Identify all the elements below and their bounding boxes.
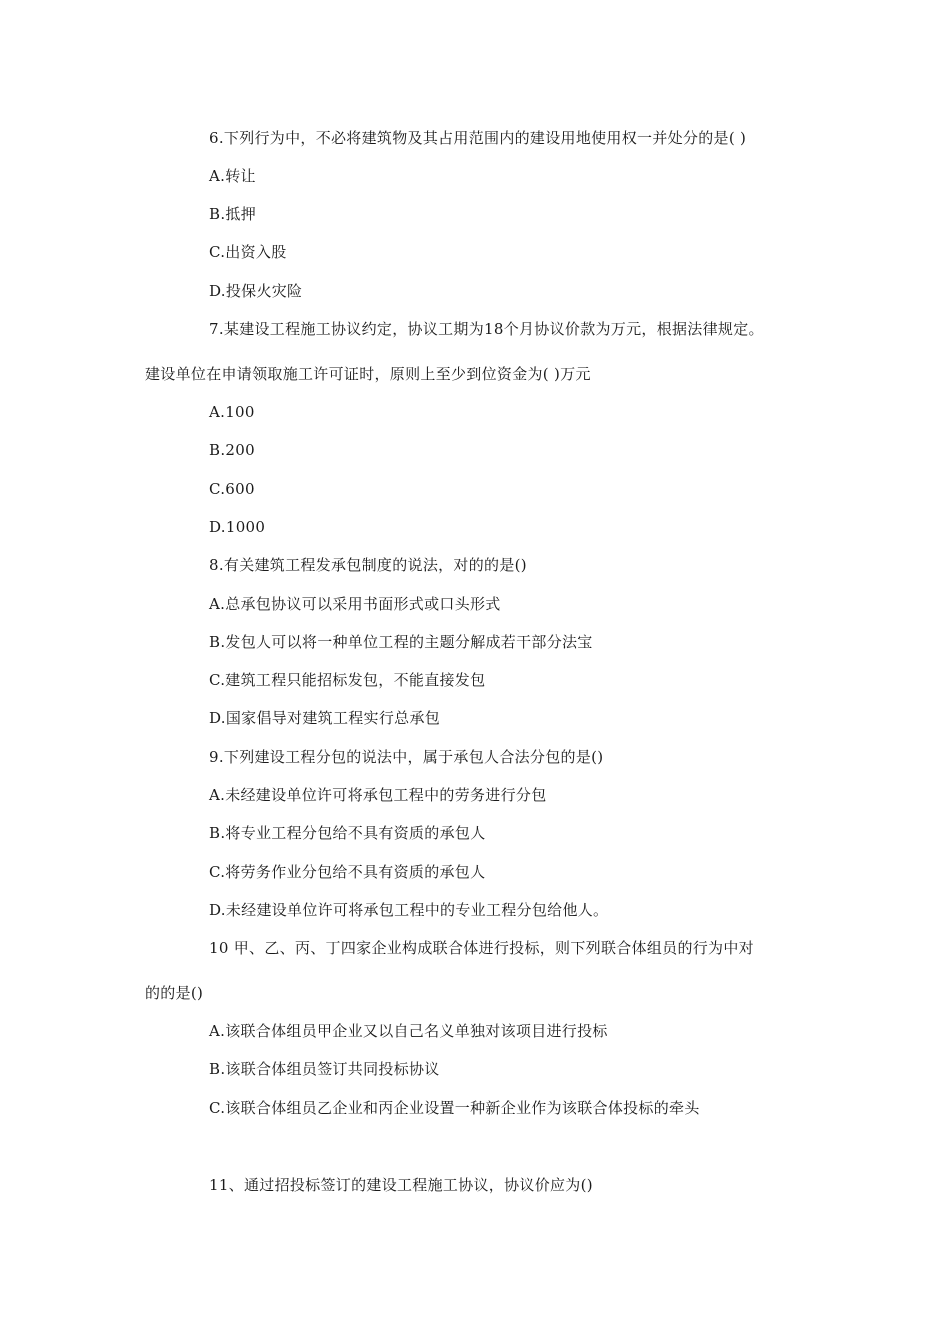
question-8-option-d: D.国家倡导对建筑工程实行总承包 — [209, 709, 441, 727]
question-10-option-b: B.该联合体组员签订共同投标协议 — [209, 1060, 440, 1078]
question-11-stem: 11、通过招投标签订的建设工程施工协议，协议价应为() — [209, 1176, 593, 1194]
question-9-option-b: B.将专业工程分包给不具有资质的承包人 — [209, 824, 486, 842]
question-8-option-a: A.总承包协议可以采用书面形式或口头形式 — [209, 595, 501, 613]
question-9-option-c: C.将劳务作业分包给不具有资质的承包人 — [209, 863, 486, 881]
question-8-option-b: B.发包人可以将一种单位工程的主题分解成若干部分法宝 — [209, 633, 593, 651]
question-7-option-d: D.1000 — [209, 518, 266, 536]
question-10-stem-continued: 的的是() — [145, 984, 204, 1002]
question-10-option-c: C.该联合体组员乙企业和丙企业设置一种新企业作为该联合体投标的牵头 — [209, 1099, 700, 1117]
question-6-option-b: B.抵押 — [209, 205, 256, 223]
question-6-stem: 6.下列行为中，不必将建筑物及其占用范围内的建设用地使用权一并处分的是( ) — [209, 129, 747, 147]
question-7-stem-continued: 建设单位在申请领取施工许可证时，原则上至少到位资金为( )万元 — [145, 365, 591, 383]
question-8-option-c: C.建筑工程只能招标发包，不能直接发包 — [209, 671, 486, 689]
question-8-stem: 8.有关建筑工程发承包制度的说法，对的的是() — [209, 556, 527, 574]
question-7-option-b: B.200 — [209, 441, 255, 459]
question-10-option-a: A.该联合体组员甲企业又以自己名义单独对该项目进行投标 — [209, 1022, 608, 1040]
question-9-stem: 9.下列建设工程分包的说法中，属于承包人合法分包的是() — [209, 748, 604, 766]
question-7-option-c: C.600 — [209, 480, 255, 498]
question-6-option-c: C.出资入股 — [209, 243, 287, 261]
question-9-option-d: D.未经建设单位许可将承包工程中的专业工程分包给他人。 — [209, 901, 609, 919]
question-6-option-a: A.转让 — [209, 167, 256, 185]
question-7-option-a: A.100 — [209, 403, 255, 421]
question-9-option-a: A.未经建设单位许可将承包工程中的劳务进行分包 — [209, 786, 547, 804]
question-10-stem: 10 甲、乙、丙、丁四家企业构成联合体进行投标，则下列联合体组员的行为中对 — [209, 939, 754, 957]
question-7-stem: 7.某建设工程施工协议约定，协议工期为18个月协议价款为万元，根据法律规定。 — [209, 320, 764, 338]
question-6-option-d: D.投保火灾险 — [209, 282, 303, 300]
